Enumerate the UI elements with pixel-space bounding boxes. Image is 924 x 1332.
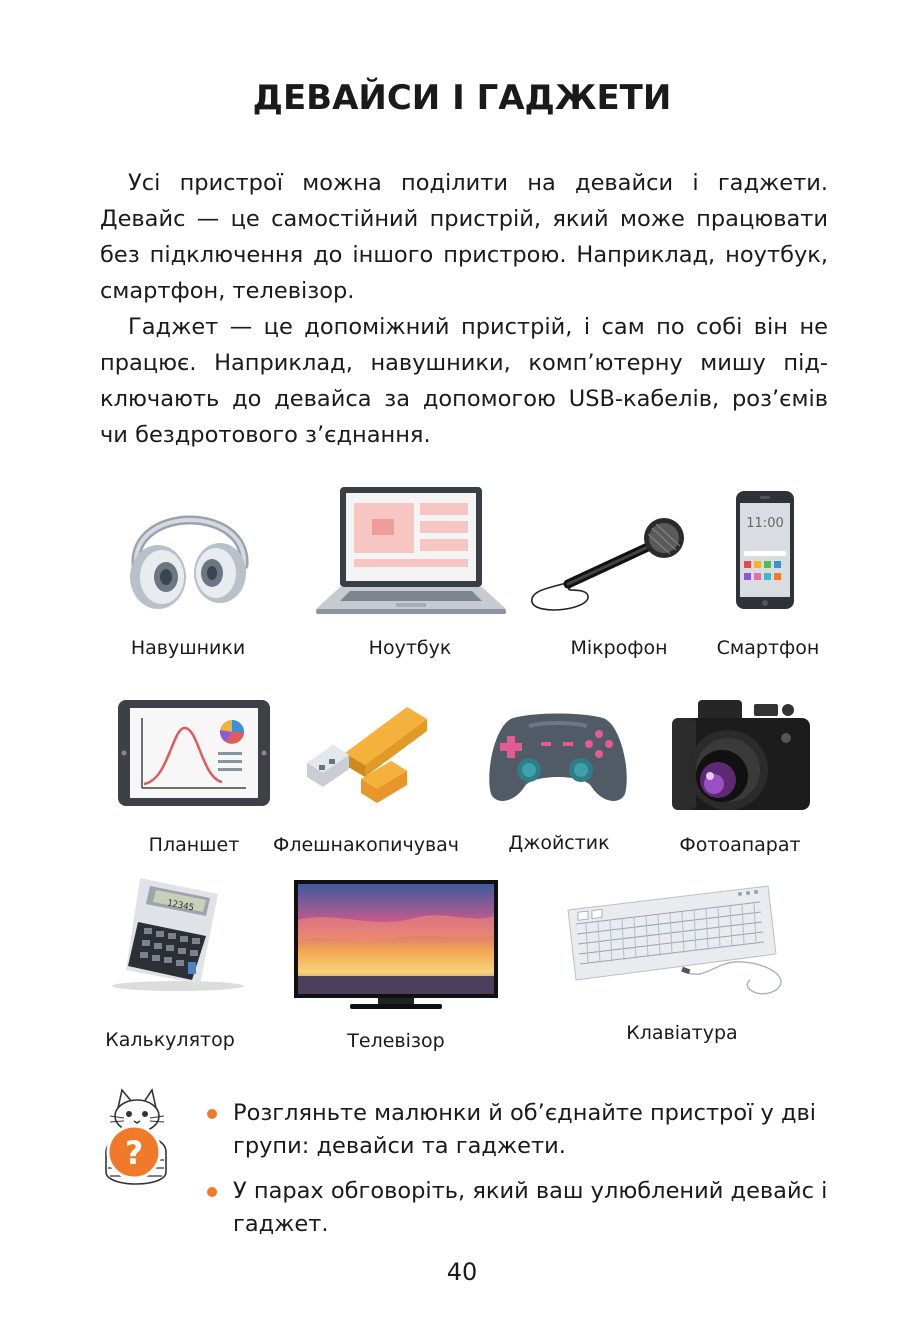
calculator-display: 12345: [166, 898, 195, 914]
smartphone-time: 11:00: [746, 516, 784, 531]
label-camera: Фотоапарат: [679, 834, 801, 856]
camera-image: [668, 698, 810, 814]
smartphone-image: [736, 491, 794, 609]
joystick-image: [485, 712, 631, 806]
page-number: 40: [446, 1258, 478, 1286]
label-tv: Телевізор: [347, 1030, 445, 1052]
microphone-image: [530, 516, 690, 616]
page-title: ДЕВАЙСИ І ГАДЖЕТИ: [252, 78, 672, 118]
laptop-image: [314, 487, 508, 615]
headphones-image: [122, 495, 258, 615]
paragraph-devices: Усі пристрої можна поділити на девайси і гаджети. Девайс — це самостійний пристрій, який може працювати без підключення до іншого пристрою. Наприклад, ноутбук, смартфон, телевізор.: [100, 170, 828, 304]
label-calculator: Калькулятор: [105, 1029, 235, 1051]
tv-image: [294, 880, 498, 1014]
keyboard-image: [564, 880, 778, 1000]
label-joystick: Джойстик: [508, 832, 610, 854]
task-item: У парах обговоріть, який ваш улюблений девайс і гаджет.: [205, 1175, 835, 1241]
label-headphones: Навушники: [130, 637, 246, 659]
tablet-image: [118, 700, 270, 806]
task-list: [205, 1097, 835, 1253]
label-flash-drive: Флешнакопичувач: [272, 834, 460, 856]
calculator-image: [110, 878, 246, 994]
question-mark: ?: [124, 1134, 144, 1172]
cat-question-icon: [100, 1088, 172, 1192]
task-item: Розгляньте малюнки й об’єднайте пристрої у дві групи: девайси та гаджети.: [205, 1097, 835, 1163]
label-laptop: Ноутбук: [368, 637, 452, 659]
label-tablet: Планшет: [148, 834, 240, 856]
label-keyboard: Клавіатура: [626, 1022, 738, 1044]
label-smartphone: Смартфон: [716, 637, 820, 659]
flash-drive-image: [305, 705, 430, 805]
label-microphone: Мікрофон: [570, 637, 668, 659]
paragraph-gadgets: Гаджет — це допоміжний пристрій, і сам по собі він не працює. Наприклад, навушники, комп’ютерну мишу підключають до девайса за допомогою USB-кабелів, роз’ємів чи бездротового з’єднання.: [100, 314, 828, 448]
